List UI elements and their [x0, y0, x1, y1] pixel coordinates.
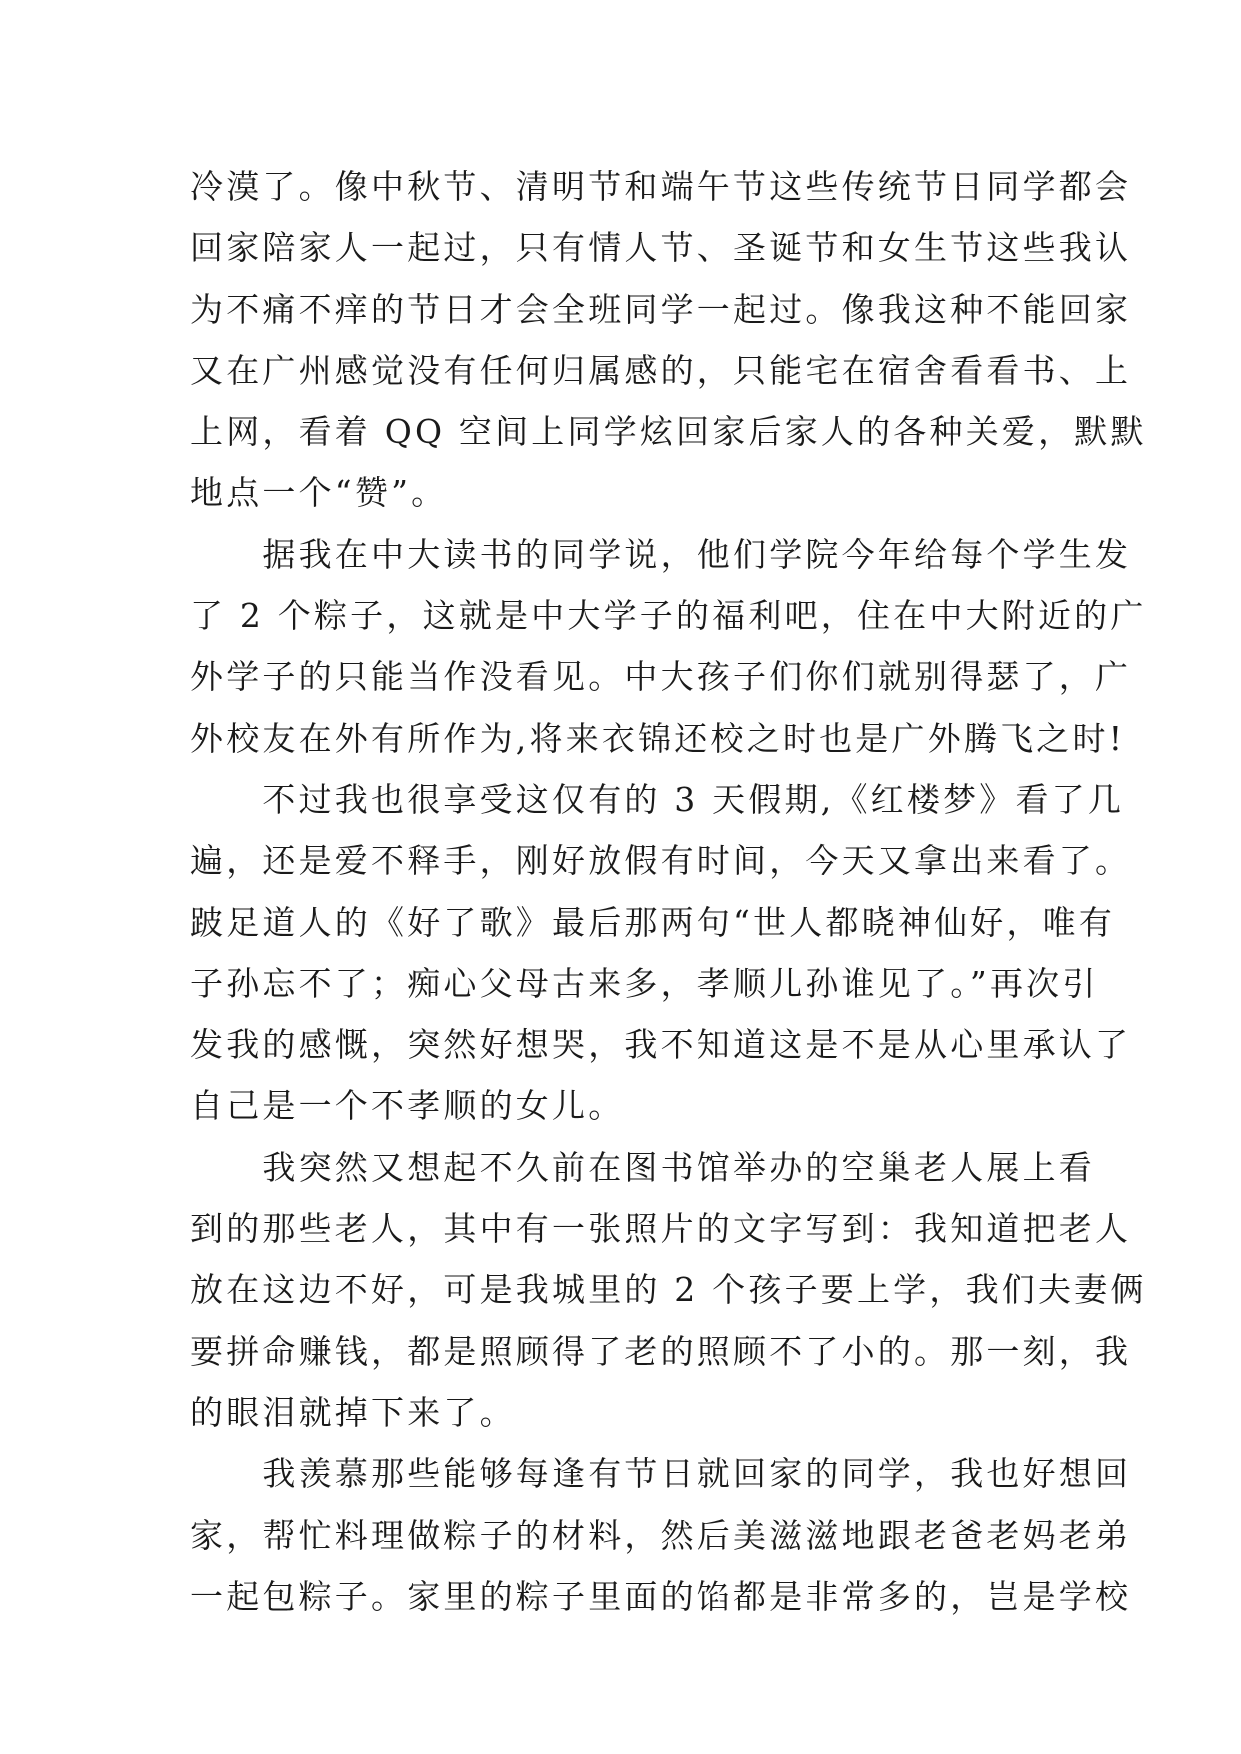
text-line: 又在广州感觉没有任何归属感的，只能宅在宿舍看看书、上	[190, 350, 1132, 390]
text-line: 家，帮忙料理做粽子的材料，然后美滋滋地跟老爸老妈老弟	[190, 1515, 1132, 1555]
text-line: 到的那些老人，其中有一张照片的文字写到：我知道把老人	[190, 1209, 1132, 1249]
text-line: 跛足道人的《好了歌》最后那两句“世人都晓神仙好，唯有	[190, 902, 1116, 942]
body-text	[190, 156, 1147, 1627]
text-line: 为不痛不痒的节日才会全班同学一起过。像我这种不能回家	[190, 289, 1132, 329]
text-line: 我羡慕那些能够每逢有节日就回家的同学，我也好想回	[190, 1454, 1132, 1494]
text-line: 据我在中大读书的同学说，他们学院今年给每个学生发	[190, 534, 1132, 574]
text-line: 遍，还是爱不释手，刚好放假有时间，今天又拿出来看了。	[190, 841, 1132, 881]
text-line: 上网，看着 QQ 空间上同学炫回家后家人的各种关爱，默默	[190, 412, 1147, 452]
text-line: 一起包粽子。家里的粽子里面的馅都是非常多的，岂是学校	[190, 1576, 1132, 1616]
text-line: 要拼命赚钱，都是照顾得了老的照顾不了小的。那一刻，我	[190, 1331, 1132, 1371]
text-line: 回家陪家人一起过，只有情人节、圣诞节和女生节这些我认	[190, 228, 1132, 268]
text-line: 外校友在外有所作为,将来衣锦还校之时也是广外腾飞之时!	[190, 718, 1126, 758]
text-line: 外学子的只能当作没看见。中大孩子们你们就别得瑟了，广	[190, 657, 1132, 697]
text-line: 放在这边不好，可是我城里的 2 个孩子要上学，我们夫妻俩	[190, 1270, 1147, 1310]
text-line: 了 2 个粽子，这就是中大学子的福利吧，住在中大附近的广	[190, 596, 1147, 636]
text-line: 冷漠了。像中秋节、清明节和端午节这些传统节日同学都会	[190, 167, 1132, 206]
text-line: 地点一个“赞”。	[190, 473, 448, 513]
text-line: 自己是一个不孝顺的女儿。	[190, 1086, 625, 1126]
text-line: 子孙忘不了；痴心父母古来多，孝顺儿孙谁见了。”再次引	[190, 963, 1099, 1003]
text-line: 的眼泪就掉下来了。	[190, 1392, 516, 1432]
text-line: 发我的感慨，突然好想哭，我不知道这是不是从心里承认了	[190, 1025, 1132, 1065]
text-line: 我突然又想起不久前在图书馆举办的空巢老人展上看	[190, 1147, 1095, 1187]
text-line: 不过我也很享受这仅有的 3 天假期,《红楼梦》看了几	[190, 779, 1125, 819]
